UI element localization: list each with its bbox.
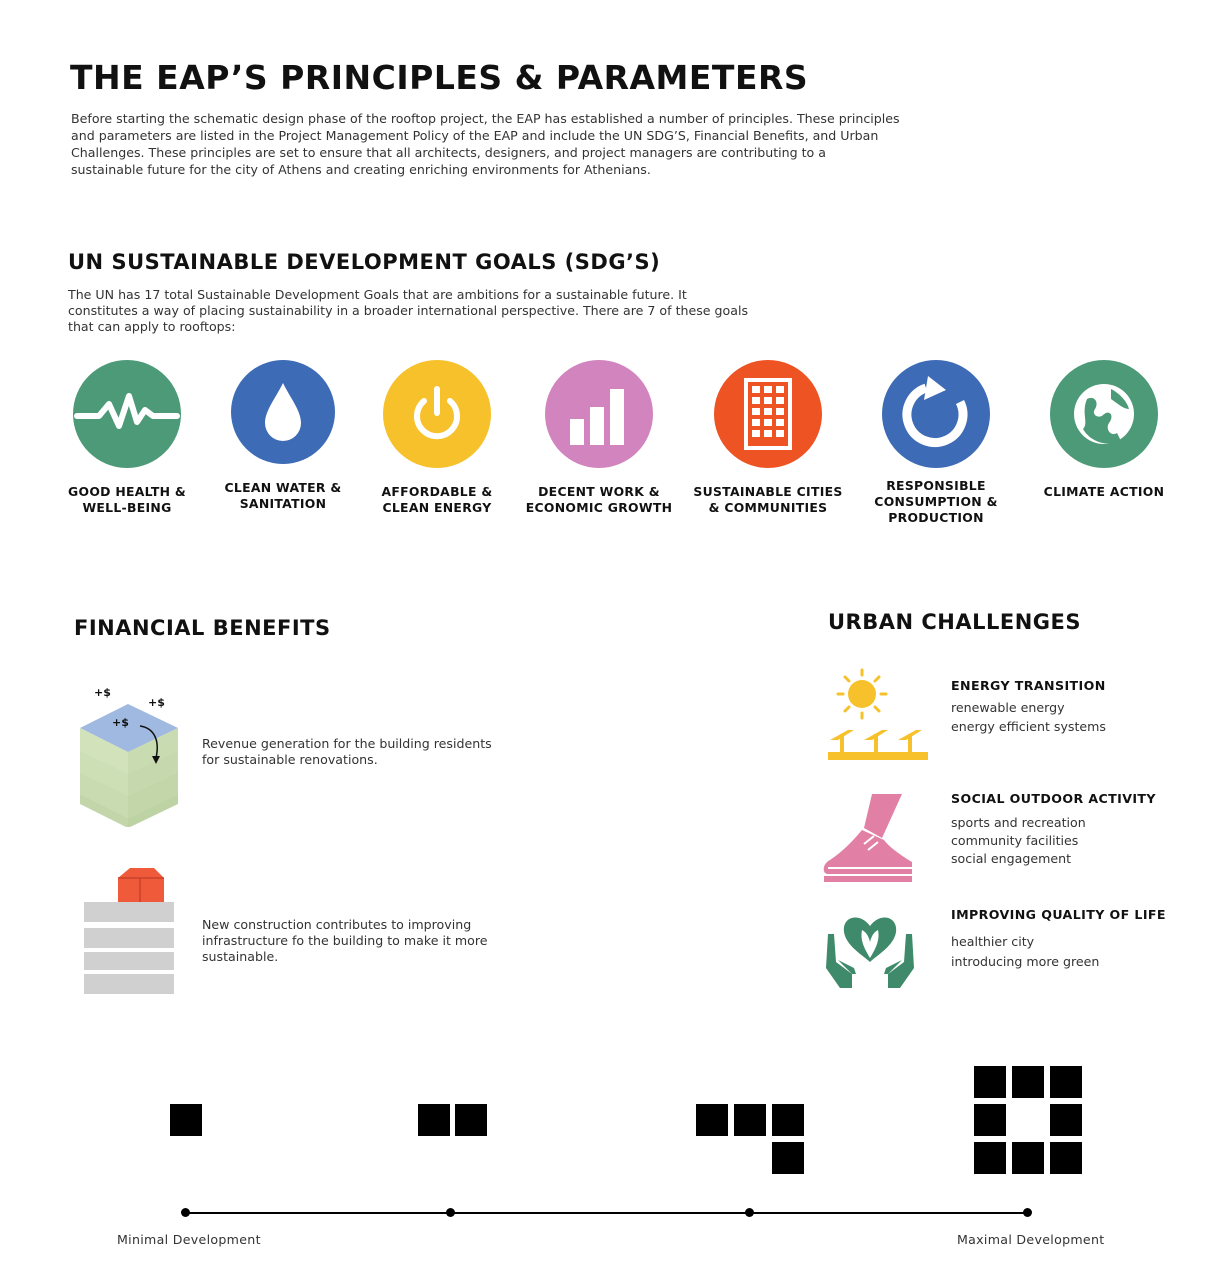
scale-dot bbox=[1023, 1208, 1032, 1217]
block bbox=[696, 1104, 728, 1136]
maximal-development-label: Maximal Development bbox=[957, 1232, 1105, 1247]
minimal-development-label: Minimal Development bbox=[117, 1232, 261, 1247]
cycle-arrow-icon bbox=[882, 360, 990, 468]
quality-of-life-title: IMPROVING QUALITY OF LIFE bbox=[951, 907, 1166, 922]
goal-affordable-energy: AFFORDABLE & CLEAN ENERGY bbox=[352, 360, 522, 516]
revenue-stack-icon bbox=[70, 682, 190, 831]
globe-icon bbox=[1050, 360, 1158, 468]
construction-text: New construction contributes to improving infrastructure fo the building to make it more sustainable. bbox=[202, 917, 488, 964]
goal-responsible-consumption: RESPONSIBLE CONSUMPTION & PRODUCTION bbox=[851, 360, 1021, 526]
heartbeat-icon bbox=[73, 360, 181, 468]
scale-dot bbox=[745, 1208, 754, 1217]
social-outdoor-title: SOCIAL OUTDOOR ACTIVITY bbox=[951, 791, 1156, 806]
block bbox=[170, 1104, 202, 1136]
bar-growth-icon bbox=[545, 360, 653, 468]
water-drop-icon bbox=[231, 360, 335, 464]
block bbox=[734, 1104, 766, 1136]
block bbox=[1050, 1104, 1082, 1136]
power-icon bbox=[383, 360, 491, 468]
svg-text:+$: +$ bbox=[112, 716, 129, 729]
goal-climate-action: CLIMATE ACTION bbox=[1019, 360, 1189, 500]
quality-of-life-list: healthier city introducing more green bbox=[951, 934, 1100, 969]
block bbox=[455, 1104, 487, 1136]
block bbox=[1050, 1142, 1082, 1174]
scale-dot bbox=[181, 1208, 190, 1217]
block bbox=[974, 1104, 1006, 1136]
svg-text:+$: +$ bbox=[94, 686, 111, 699]
intro-paragraph: Before starting the schematic design phase of the rooftop project, the EAP has established a number of principles. These principles and parameters are listed in the Project Management Policy of the EAP and include the UN SDG’S, Financial Benefits, and Urban Challenges. These principles are set to ensure that all architects, designers, and project managers are contributing to a sustainable future for the city of Athens and creating enriching environments for Athenians. bbox=[71, 111, 900, 177]
goal-decent-work: DECENT WORK & ECONOMIC GROWTH bbox=[514, 360, 684, 516]
sdg-heading: UN SUSTAINABLE DEVELOPMENT GOALS (SDG’S) bbox=[68, 250, 661, 274]
block bbox=[772, 1142, 804, 1174]
goal-good-health: GOOD HEALTH & WELL-BEING bbox=[42, 360, 212, 516]
energy-transition-list: renewable energy energy efficient systems bbox=[951, 700, 1106, 734]
block bbox=[974, 1066, 1006, 1098]
block bbox=[974, 1142, 1006, 1174]
sneaker-icon bbox=[820, 792, 916, 890]
scale-dot bbox=[446, 1208, 455, 1217]
revenue-text: Revenue generation for the building residents for sustainable renovations. bbox=[202, 736, 492, 767]
urban-heading: URBAN CHALLENGES bbox=[828, 610, 1081, 634]
block bbox=[1050, 1066, 1082, 1098]
construction-stack-icon bbox=[82, 864, 176, 1000]
block bbox=[1012, 1066, 1044, 1098]
block bbox=[772, 1104, 804, 1136]
building-icon bbox=[714, 360, 822, 468]
solar-panel-icon bbox=[826, 668, 930, 768]
hands-leaf-icon bbox=[824, 906, 916, 996]
energy-transition-title: ENERGY TRANSITION bbox=[951, 678, 1106, 693]
goal-sustainable-cities: SUSTAINABLE CITIES & COMMUNITIES bbox=[683, 360, 853, 516]
sdg-intro: The UN has 17 total Sustainable Development Goals that are ambitions for a sustainable future. It constitutes a way of placing sustainability in a broader international perspective. There are 7 of these goals that can apply to rooftops: bbox=[68, 287, 749, 334]
svg-text:+$: +$ bbox=[148, 696, 165, 709]
block bbox=[418, 1104, 450, 1136]
goal-clean-water: CLEAN WATER & SANITATION bbox=[198, 360, 368, 512]
scale-line bbox=[186, 1212, 1028, 1214]
financial-heading: FINANCIAL BENEFITS bbox=[74, 616, 331, 640]
block bbox=[1012, 1142, 1044, 1174]
social-outdoor-list: sports and recreation community facilities social engagement bbox=[951, 815, 1086, 866]
page-title: THE EAP’S PRINCIPLES & PARAMETERS bbox=[70, 58, 809, 97]
